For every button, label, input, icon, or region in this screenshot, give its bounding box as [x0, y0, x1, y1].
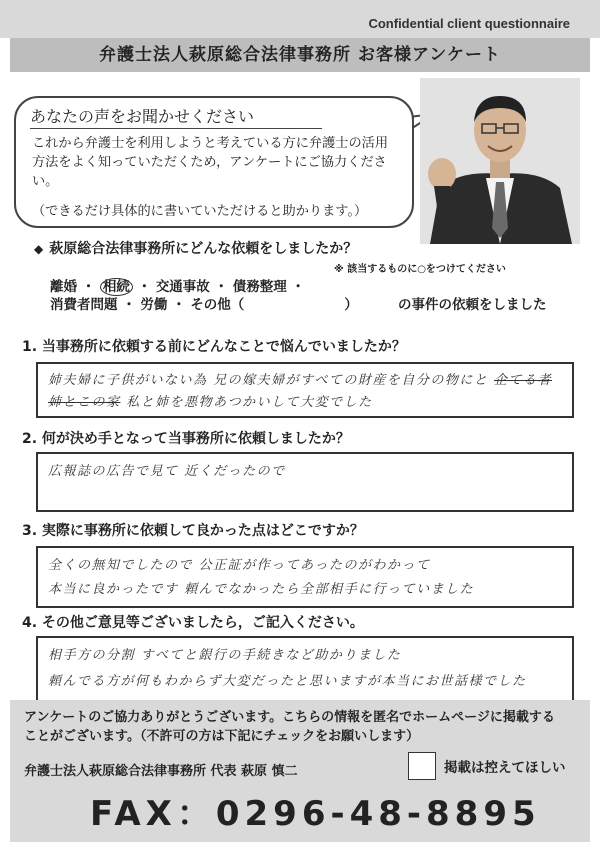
confidential-band: [0, 0, 600, 38]
question-4-label: 4. その他ご意見等ございましたら，ご記入ください。: [22, 615, 364, 631]
no-publish-checkbox[interactable]: [408, 752, 436, 780]
question-3-label: 3. 実際に事務所に依頼して良かった点はどこですか？: [22, 523, 364, 539]
category-other[interactable]: その他（: [190, 297, 245, 313]
firm-representative: 弁護士法人萩原総合法律事務所 代表 萩原 慎二: [24, 764, 298, 779]
question-1-answer-box[interactable]: [36, 362, 574, 418]
question-1-label: 1. 当事務所に依頼する前にどんなことで悩んでいましたか？: [22, 339, 406, 355]
category-row-2: 消費者問題 ・ 労働 ・ その他（ ）: [50, 297, 358, 313]
intro-heading: あなたの声をお聞かせください: [30, 107, 255, 126]
intro-rule: [30, 128, 322, 129]
page-title: 弁護士法人萩原総合法律事務所 お客様アンケート: [99, 45, 501, 65]
fax-number: FAX：0296-48-8895: [90, 794, 541, 834]
footer-message: アンケートのご協力ありがとうございます。こちらの情報を匿名でホームページに掲載することがございます。（不許可の方は下記にチェックをお願いします）: [24, 710, 555, 744]
question-1-answer-line-1: 姉夫婦に子供がいない為 兄の嫁夫婦がすべての財産を自分の物にと 企てる者: [48, 373, 553, 388]
request-instruction: ※ 該当するものに○をつけてください: [334, 264, 506, 275]
no-publish-label: 掲載は控えてほしい: [444, 760, 566, 776]
request-question: ◆ 萩原総合法律事務所にどんな依頼をしましたか？: [34, 241, 358, 257]
question-1-answer-line-2: 姉とこの家 私と姉を悪物あつかいして大変でした: [48, 395, 373, 410]
request-suffix: の事件の依頼をしました: [398, 297, 547, 313]
question-2-answer-box[interactable]: [36, 452, 574, 512]
question-3-answer-line-1: 全くの無知でしたので 公正証が作ってあったのがわかって: [48, 558, 431, 573]
category-other-close: ）: [344, 297, 358, 313]
question-4-answer-line-1: 相手方の分割 すべてと銀行の手続きなど助かりました: [48, 648, 402, 663]
category-row-1: 離婚 ・ 相続 ・ 交通事故 ・ 債務整理 ・: [50, 279, 305, 295]
diamond-icon: ◆: [34, 242, 44, 256]
lawyer-photo: [420, 78, 580, 244]
question-2-label: 2. 何が決め手となって当事務所に依頼しましたか？: [22, 431, 350, 447]
title-bar: [10, 38, 590, 72]
question-2-answer-line-1: 広報誌の広告で見て 近くだったので: [48, 464, 286, 479]
confidential-label: Confidential client questionnaire: [368, 16, 570, 31]
intro-note: （できるだけ具体的に書いていただけると助かります。）: [32, 204, 368, 219]
category-consumer[interactable]: 消費者問題: [50, 297, 118, 313]
category-divorce[interactable]: 離婚: [50, 279, 77, 295]
intro-bubble: [14, 96, 414, 228]
category-debt[interactable]: 債務整理: [232, 279, 287, 295]
question-4-answer-line-2: 頼んでる方が何もわからず大変だったと思いますが本当にお世話様でした: [48, 674, 527, 689]
question-4-answer-box[interactable]: [36, 636, 574, 702]
question-3-answer-box[interactable]: [36, 546, 574, 608]
question-3-answer-line-2: 本当に良かったです 頼んでなかったら全部相手に行っていました: [48, 582, 475, 597]
intro-body: これから弁護士を利用しようと考えている方に弁護士の活用方法をよく知っていただくため，アンケートにご協力ください。: [32, 136, 389, 189]
category-traffic[interactable]: 交通事故: [155, 279, 210, 295]
category-labor[interactable]: 労働: [140, 297, 168, 313]
category-inheritance-selected[interactable]: 相続: [100, 278, 133, 296]
footer-band: [10, 700, 590, 842]
